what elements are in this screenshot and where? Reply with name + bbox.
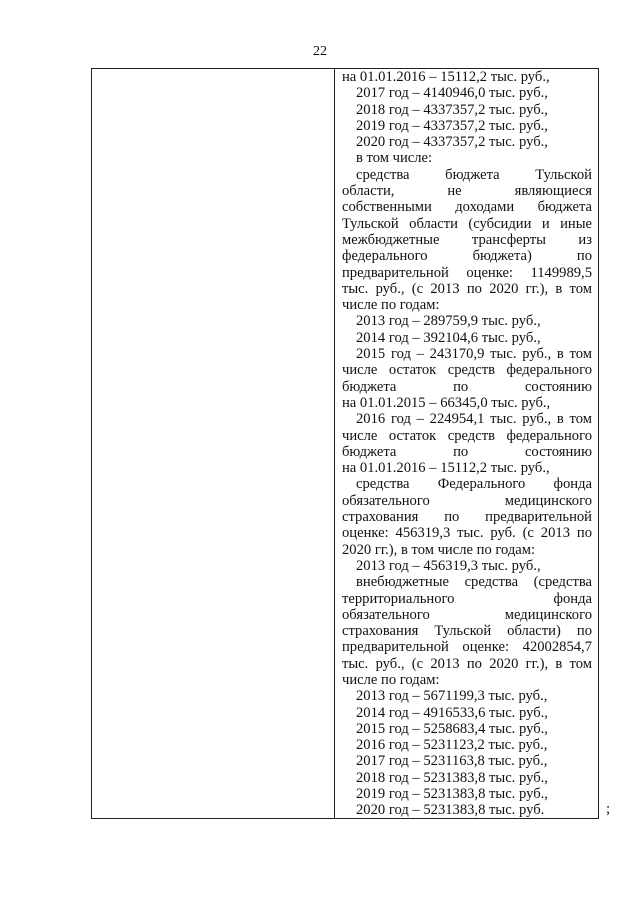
text-line: 2020 год – 4337357,2 тыс. руб.,: [356, 134, 548, 151]
text-line: на 01.01.2016 – 15112,2 тыс. руб.,: [342, 69, 550, 85]
text-line: тыс. руб., (с 2013 по 2020 гг.), в том: [342, 655, 592, 672]
text-line: средства Федерального фонда: [356, 476, 592, 493]
text-line: числе остаток средств федерального: [342, 362, 592, 379]
trailing-semicolon: ;: [606, 801, 611, 817]
text-line: 2018 год – 4337357,2 тыс. руб.,: [356, 101, 548, 118]
text-line: 2013 год – 456319,3 тыс. руб.,: [356, 557, 541, 574]
text-line: 2018 год – 5231383,8 тыс. руб.,: [356, 769, 548, 786]
text-line: Тульской области (субсидии и иные: [342, 215, 592, 232]
text-line: числе по годам:: [342, 671, 440, 688]
text-line: 2019 год – 4337357,2 тыс. руб.,: [356, 117, 548, 134]
text-line: оценке: 456319,3 тыс. руб. (с 2013 по: [342, 525, 592, 542]
text-line: 2015 год – 243170,9 тыс. руб., в том: [356, 346, 592, 363]
text-line: обязательного медицинского: [342, 606, 592, 623]
text-line: 2013 год – 5671199,3 тыс. руб.,: [356, 688, 548, 705]
text-line: межбюджетные трансферты из: [342, 231, 592, 248]
text-line: тыс. руб., (с 2013 по 2020 гг.), в том: [342, 280, 592, 297]
text-line: 2020 год – 5231383,8 тыс. руб.: [356, 802, 545, 819]
text-line: в том числе:: [356, 150, 433, 167]
text-line: страхования по предварительной: [342, 509, 592, 526]
program-table: [91, 68, 599, 819]
text-line: территориального фонда: [342, 590, 592, 607]
text-line: 2014 год – 392104,6 тыс. руб.,: [356, 329, 541, 346]
text-line: внебюджетные средства (средства: [356, 574, 592, 591]
text-line: числе по годам:: [342, 297, 440, 314]
text-line: федерального бюджета) по: [342, 248, 592, 265]
text-line: на 01.01.2015 – 66345,0 тыс. руб.,: [342, 394, 551, 411]
text-line: 2017 год – 5231163,8 тыс. руб.,: [356, 753, 548, 770]
text-line: 2015 год – 5258683,4 тыс. руб.,: [356, 720, 548, 737]
text-line: 2019 год – 5231383,8 тыс. руб.,: [356, 786, 548, 803]
page-number: 22: [313, 44, 327, 59]
text-line: 2014 год – 4916533,6 тыс. руб.,: [356, 704, 548, 721]
text-line: средства бюджета Тульской: [356, 166, 592, 183]
text-line: бюджета по состоянию: [342, 378, 592, 395]
text-line: области, не являющиеся: [342, 183, 592, 200]
funding-text-cell: [342, 69, 592, 819]
text-line: 2016 год – 5231123,2 тыс. руб.,: [356, 737, 548, 754]
text-line: 2017 год – 4140946,0 тыс. руб.,: [356, 85, 548, 102]
text-line: числе остаток средств федерального: [342, 427, 592, 444]
text-line: собственными доходами бюджета: [342, 199, 592, 216]
text-line: 2020 гг.), в том числе по годам:: [342, 541, 536, 558]
text-line: на 01.01.2016 – 15112,2 тыс. руб.,: [342, 460, 550, 477]
text-line: 2013 год – 289759,9 тыс. руб.,: [356, 313, 541, 330]
text-line: обязательного медицинского: [342, 492, 592, 509]
text-line: бюджета по состоянию: [342, 443, 592, 460]
text-line: предварительной оценке: 1149989,5: [342, 264, 592, 281]
text-line: 2016 год – 224954,1 тыс. руб., в том: [356, 411, 592, 428]
column-divider: [334, 69, 335, 818]
text-line: страхования Тульской области) по: [342, 623, 592, 640]
text-line: предварительной оценке: 42002854,7: [342, 639, 592, 656]
